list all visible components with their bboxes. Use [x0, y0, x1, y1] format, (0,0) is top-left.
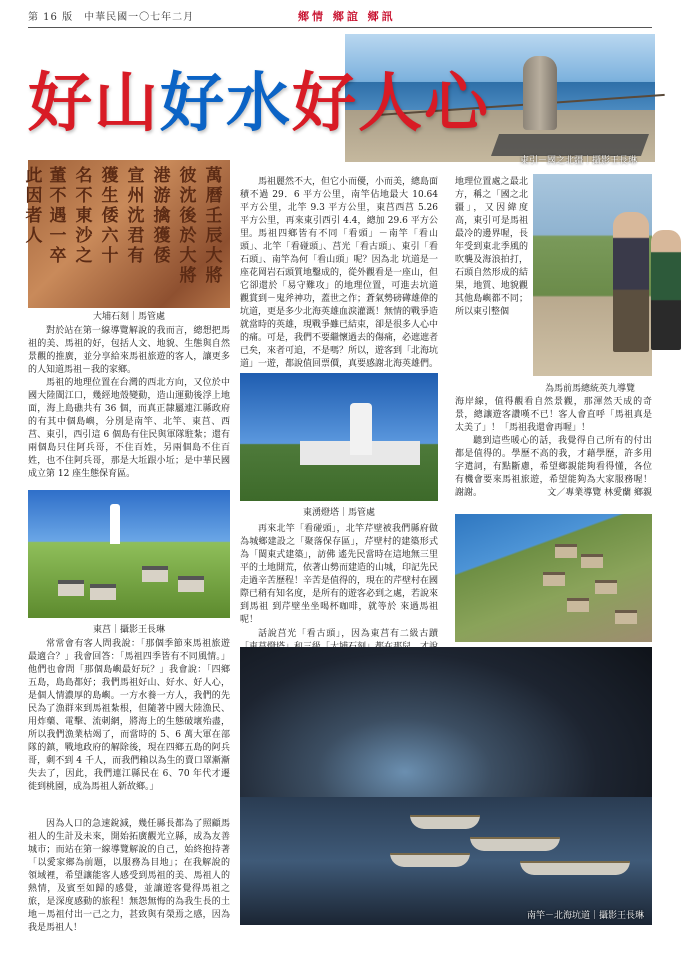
- title-part3: 好人心: [292, 67, 490, 141]
- col3-para2: 海岸線，值得觀看自然景觀，那渾然天成的奇景，總讓遊客讚嘆不已！客人會直呼「馬祖真是太美了」！「馬祖我還會再喔」！: [455, 397, 652, 433]
- page-info: 第 16 版 中華民國一〇七年二月: [28, 12, 195, 23]
- col1-para1: 對於站在第一線導覽解說的我而言，總想把馬祖的美、馬祖的好，包括人文、地貌、生態與自然景觀的推廣，並分享給來馬祖旅遊的客人，讓更多的人知道馬祖－我的家鄉。: [28, 326, 230, 375]
- col1-para4: 因為人口的急速銳減，幾任縣長都為了照顧馬祖人的生計及未來，開始拓廣觀光立縣，成為友善城市；而站在第一線導覽解說的自己，始終抱持著「以愛家鄉為前題，以服務為目地」；在我解說的領域裡，希望讓能客人感受到馬祖的美、馬祖人的熱情，及賓至如歸的感覺，並讓遊客覺得馬祖之旅，是深度感動的旅程！無怨無悔的為我生長的土地－馬祖付出一己之力，甚致與有榮焉之感，因為我是馬祖人！: [28, 819, 230, 933]
- title-part2: 好水: [160, 67, 292, 141]
- stone-caption: 大埔石刻｜馬管處: [92, 312, 165, 322]
- section-title: 鄉情 鄉誼 鄉訊: [298, 10, 396, 23]
- col2-para3: 再來北竿「看碰頭」，北竿芹壁被我們縣府做為城鄉建設之「聚落保存區」，芹壁村的建築形式為「閩東式建築」，訪佛 遙先民當時在這地無三里平的土地開荒，依著山勢而建造的山城，印記先民走過辛苦歷程！辛苦是值得的，現在的芹壁村在國際已稍有知名度，是所有的遊客必到之處，若說來到馬祖 到芹壁坐坐喝杯咖啡，就等於 來過馬祖呢！: [240, 524, 439, 625]
- lighthouse-tower: [110, 504, 120, 544]
- stone-carving-photo: 萬 曆 壬 辰 大 將 彼 沈 後 於 大 將 港 游 擒 獲 倭 宣 州 沈 君 有 獲 生 倭 六 十 名 不 東 沙 之 董 不 遇 一 卒 此 因 者 人: [28, 160, 230, 308]
- title-part1: 好山: [28, 67, 160, 141]
- tunnel-caption: 南竿－北海坑道｜攝影王長琳: [526, 911, 644, 921]
- person-2: [651, 230, 681, 350]
- col3-para1: 地理位置處之最北方，稱之「國之北疆」，又因緯度高，東引可是馬祖最冷的邊界喔，長年受到東北季風的吹襲及海浪拍打，石頭自然形成的結果，地質、地貌觀其他島嶼都不同；所以東引整個: [455, 176, 528, 392]
- qinbi-village-photo: [455, 514, 652, 642]
- beihai-tunnel-photo: [240, 647, 652, 925]
- hero-monument: [523, 56, 557, 130]
- col1-para3: 常常會有客人問我說：「那個季節來馬祖旅遊最適合？」我會回答：「馬祖四季皆有不同風情。」他們也會問「那個島嶼最好玩？」我會說：「四鄉五島，島島都好；我們馬祖好山、好水、好人心，是個人情濃厚的島嶼。一方水養一方人，我們的先民為了漁群來到馬祖紮根，但隨著中國大陸漁民、用炸藥、電擊、流刺網，將海上的生態破壞殆盡，所以我們漁業枯竭了，而當時的 5、6 萬大軍在部隊的鎮，戰地政府的解除後，現在四鄉五島的阿兵哥，剩不到 4 千人，而我們賴以為生的賣口罩漸漸失去了，因此，我們連江縣民在 6、70 年代才遷徙到桃園，成為馬祖人新故鄉。」: [28, 639, 230, 792]
- col2-para4: 話說莒光「看古頭」，因為東莒有二級古蹟: [258, 629, 438, 639]
- dongju-lighthouse-photo: [28, 490, 230, 618]
- lighthouse1-caption: 東莒｜攝影王長琳: [92, 625, 165, 635]
- president-ma-photo: [533, 174, 652, 376]
- author-credit: 文／專業導覽 林愛蘭 鄉親: [547, 488, 652, 498]
- col3-para3: 聽到這些暖心的話，我覺得自己所有的付出都是值得的。學歷不高的我，才藉學歷，許多用字遣詞，有點斷慮，希望鄉親能夠看得懂，各位有機會要來馬祖旅遊，希望能夠為大家服務喔！謝謝。: [455, 436, 652, 498]
- page-title: [28, 67, 490, 141]
- dongyong-lighthouse-photo: [240, 373, 438, 501]
- lighthouse2-caption: 東湧燈塔｜馬管處: [302, 508, 375, 518]
- col2-para2: 馬祖四鄉皆有不同「看頭」－南竿「看山頭」、北竿「看碰頭」、莒光「看古頭」、東引「看石頭」、南竿為何「看山頭」呢？因為北 坑道是一座花岡岩石頭質地鑿成的，從外觀看是一座山，但它卻還於「易守難攻」的地理位置，可進去坑道 觀賞到－鬼斧神功，蓋世之作；蒼氣勢磅礡雄偉的坑道，更是多少北海英雄血淚灌溉！無情的戰爭造就當時的英雄，現戰爭雖已結束，卻是很多人心中的痛。可是，我們不要繼懷過去的傷痛，必遮遮者已矣，來者可追，不是嗎？所以，遊客到「北海坑道」一遊，都說值回票價，真要感謝北海英雄們。: [240, 229, 439, 369]
- hero-caption: 東引－國之北疆｜攝影王長琳: [520, 156, 638, 166]
- col1-para2: 馬祖的地理位置在台灣的西北方向，又位於中國大陸閩江口，幾經地殼變動，造山運動後浮上地面，海上島礁共有 36 個，而真正隸屬連江縣政府的有其中個島嶼，分別是南竿、北竿、東莒、西莒、東引，西引這 6 個島有住民與軍隊駐紮；還有兩個島只住阿兵哥，不住百姓，另兩個島不住百姓，也不住阿兵哥，那是大坵跟小坵；是中華民國成立第 12 座生態保育區。: [28, 378, 230, 479]
- person-1: [613, 212, 649, 352]
- lighthouse-tower: [350, 403, 372, 455]
- col2-para1: 馬祖麗然不大，但它小而優，小而美，總島面積不過 29．6 平方公里，南竿佔地最大 10.64 平方公里，北竿 9.3 平方公里，東莒西莒 5.26 平方公里，再來東引西引 4.4，總加 29.6 平方公里。: [240, 177, 439, 239]
- ma-caption: 為馬前馬總統英九導覽: [544, 384, 635, 394]
- header-rule: [28, 27, 652, 28]
